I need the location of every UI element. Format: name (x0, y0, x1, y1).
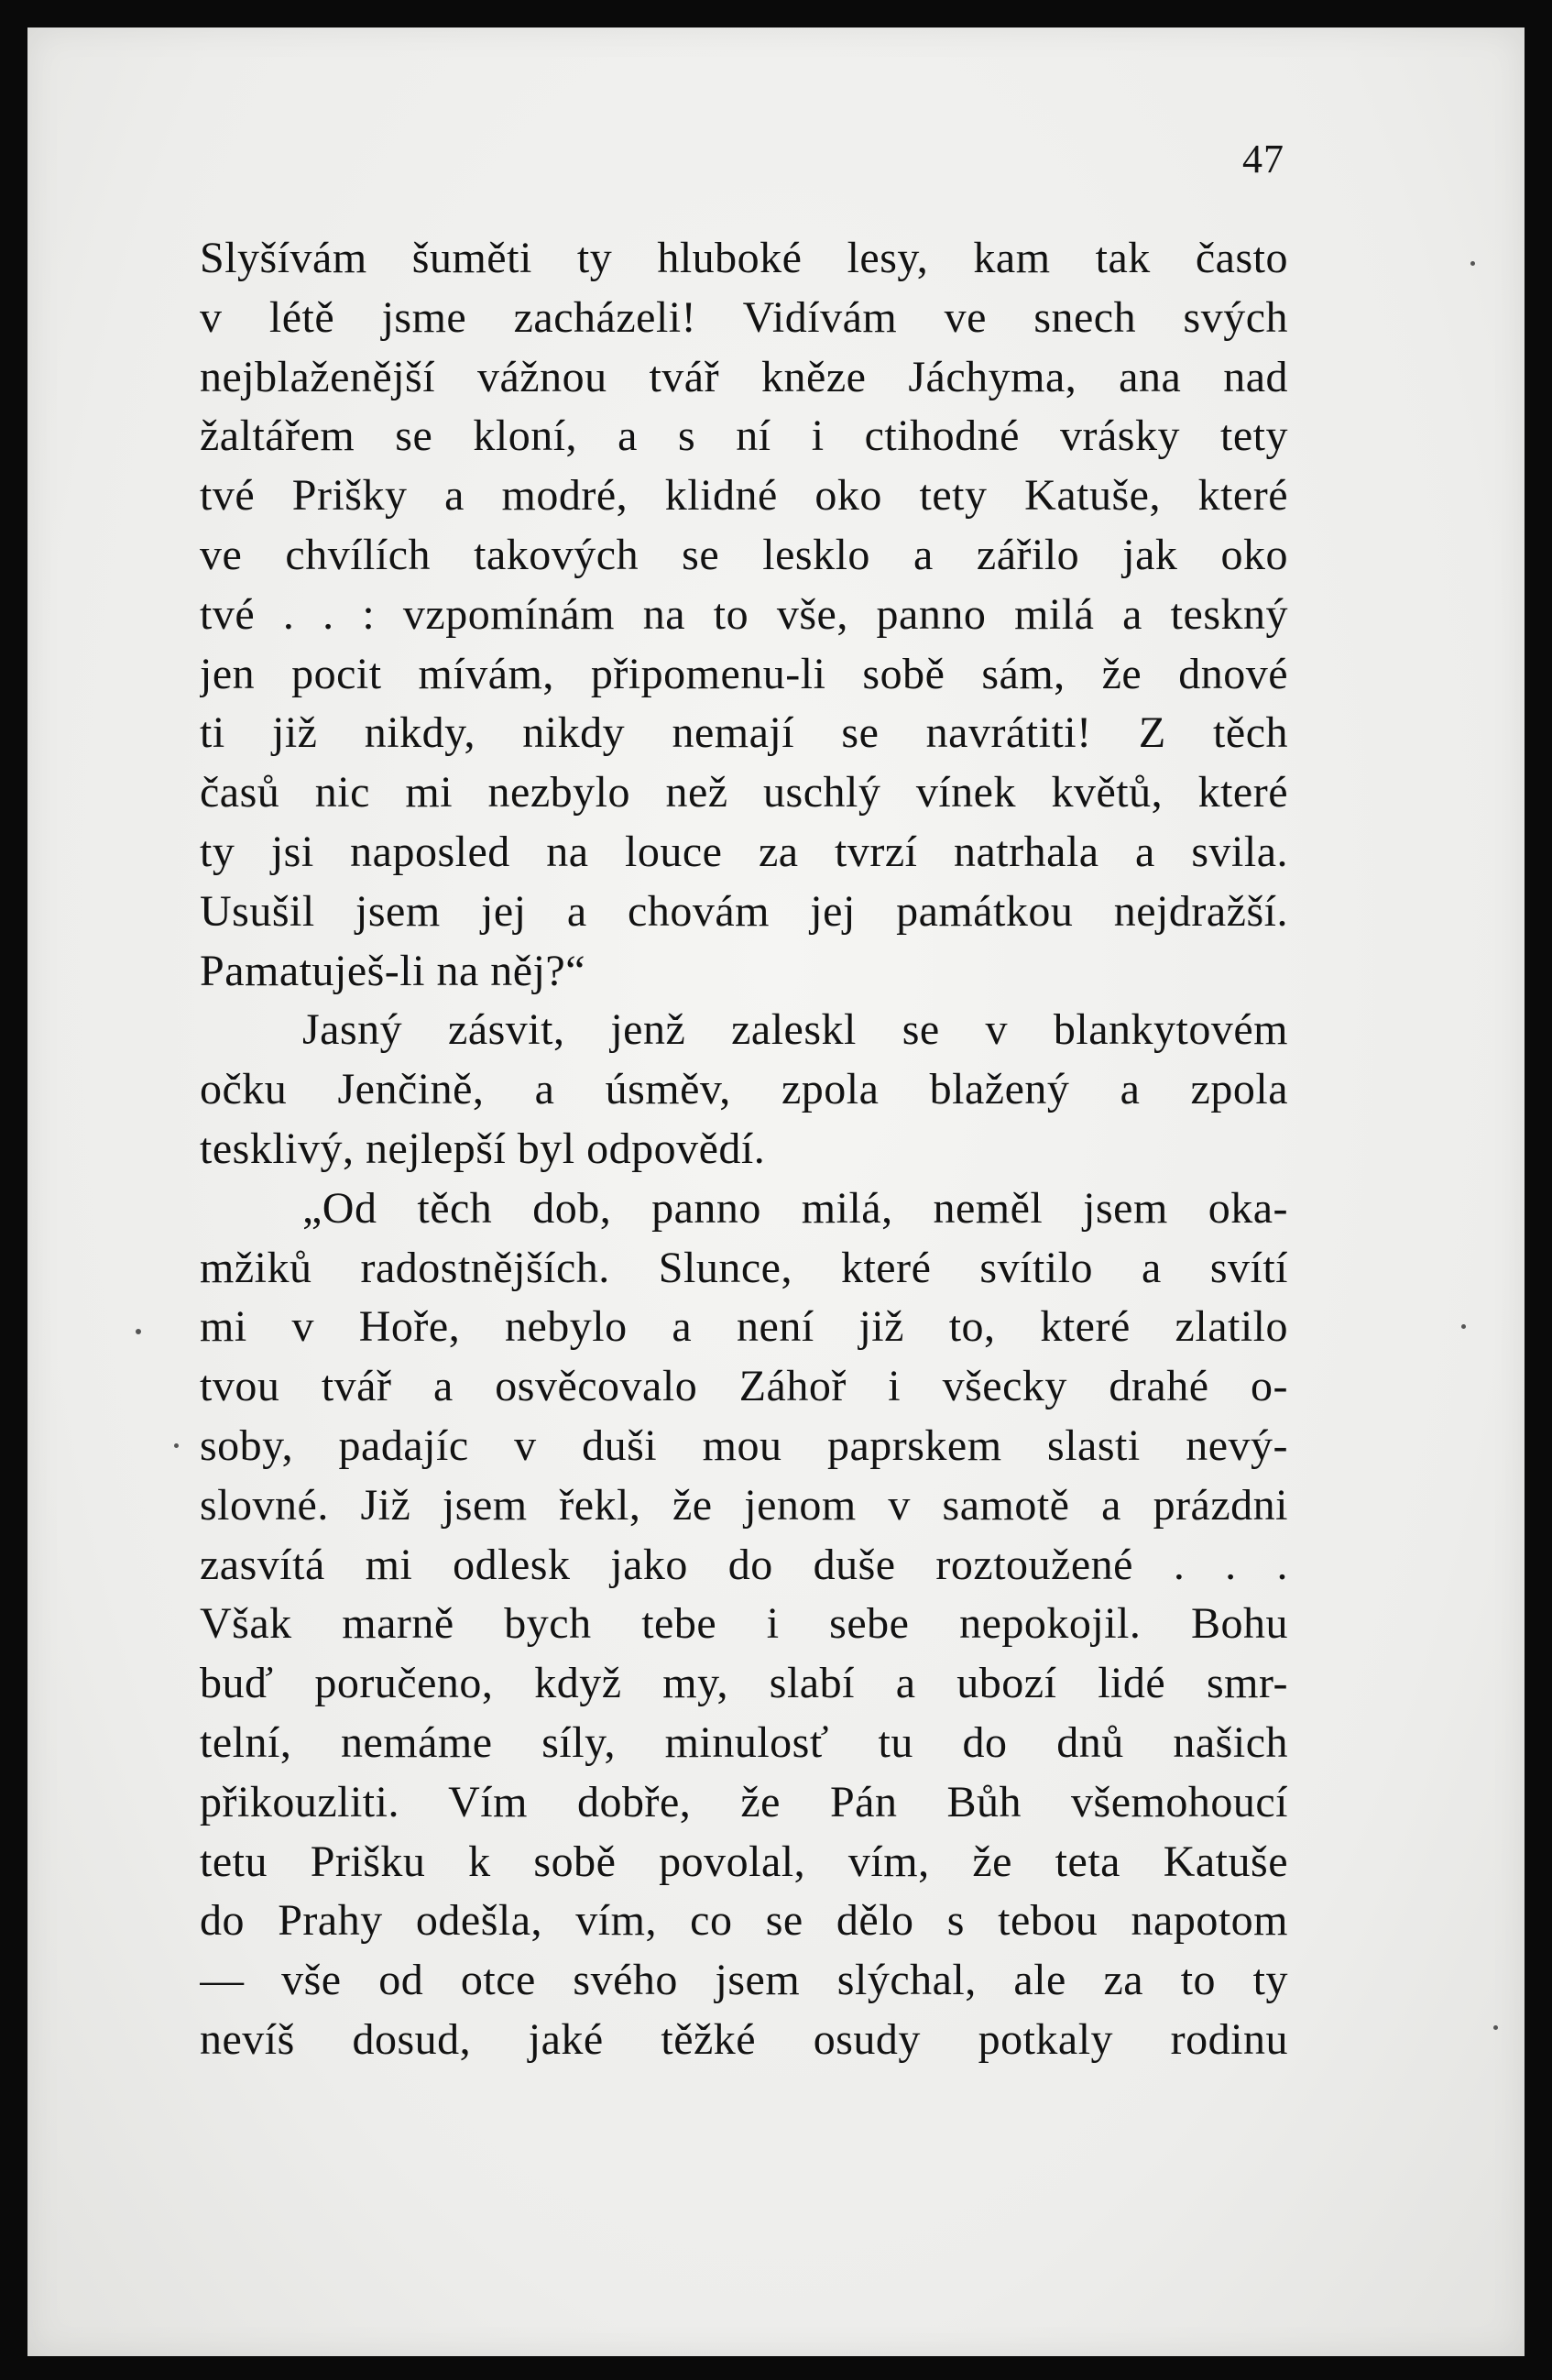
text-line: telní, nemáme síly, minulosť tu do dnů našich (200, 1717, 1288, 1767)
text-line: mi v Hoře, nebylo a není již to, které zlatilo (200, 1302, 1288, 1352)
text-line: tetu Prišku k sobě povolal, vím, že teta Katuše (200, 1837, 1288, 1886)
text-line: tesklivý, nejlepší byl odpovědí. (200, 1124, 766, 1173)
text-line: Pamatuješ-li na něj?“ (200, 946, 586, 995)
speck (1493, 2025, 1498, 2030)
text-line: časů nic mi nezbylo než uschlý vínek květů, které (200, 768, 1288, 817)
text-line: přikouzliti. Vím dobře, že Pán Bůh všemohoucí (200, 1777, 1288, 1826)
text-line: Usušil jsem jej a chovám jej památkou nejdražší. (200, 886, 1288, 936)
text-line: Slyšívám šuměti ty hluboké lesy, kam tak často (200, 234, 1288, 282)
page-number: 47 (1242, 137, 1284, 181)
text-line: ve chvílích takových se lesklo a zářilo jak oko (200, 530, 1288, 579)
text-line: nejblaženější vážnou tvář kněze Jáchyma, ana nad (200, 352, 1288, 401)
paragraph-start-line: Jasný zásvit, jenž zaleskl se v blankytovém (302, 1005, 1288, 1055)
text-line: mžiků radostnějších. Slunce, které svítilo a svítí (200, 1243, 1288, 1292)
text-line: tvé . . : vzpomínám na to vše, panno milá a teskný (200, 589, 1288, 639)
speck (1461, 1324, 1466, 1329)
text-line: Však marně bych tebe i sebe nepokojil. Bohu (200, 1599, 1288, 1649)
text-line: zasvítá mi odlesk jako do duše roztoužené . . . (200, 1540, 1288, 1589)
text-line: buď poručeno, když my, slabí a ubozí lidé smr- (200, 1659, 1288, 1708)
text-line: v létě jsme zacházeli! Vidívám ve snech svých (200, 292, 1288, 342)
speck (136, 1329, 141, 1334)
text-line: soby, padajíc v duši mou paprskem slasti nevý- (200, 1420, 1288, 1470)
text-line: nevíš dosud, jaké těžké osudy potkaly rodinu (200, 2014, 1288, 2064)
text-line: do Prahy odešla, vím, co se dělo s tebou napotom (200, 1896, 1288, 1946)
text-line: očku Jenčině, a úsměv, zpola blažený a zpola (200, 1065, 1288, 1114)
text-line: jen pocit mívám, připomenu-li sobě sám, že dnové (200, 649, 1288, 698)
speck (1470, 261, 1475, 266)
text-line: — vše od otce svého jsem slýchal, ale za to ty (200, 1956, 1288, 2005)
text-line: žaltářem se kloní, a s ní i ctihodné vrásky tety (200, 411, 1288, 461)
text-line: ti již nikdy, nikdy nemají se navrátiti! Z těch (200, 708, 1288, 758)
paragraph-start-line: „Od těch dob, panno milá, neměl jsem oka- (302, 1183, 1288, 1233)
body-text (200, 229, 1288, 2070)
text-line: ty jsi naposled na louce za tvrzí natrhala a svila. (200, 827, 1288, 876)
text-line: slovné. Již jsem řekl, že jenom v samotě a prázdni (200, 1480, 1288, 1530)
speck (174, 1443, 179, 1448)
text-line: tvou tvář a osvěcovalo Záhoř i všecky drahé o- (200, 1362, 1288, 1411)
text-line: tvé Prišky a modré, klidné oko tety Katuše, které (200, 471, 1288, 521)
